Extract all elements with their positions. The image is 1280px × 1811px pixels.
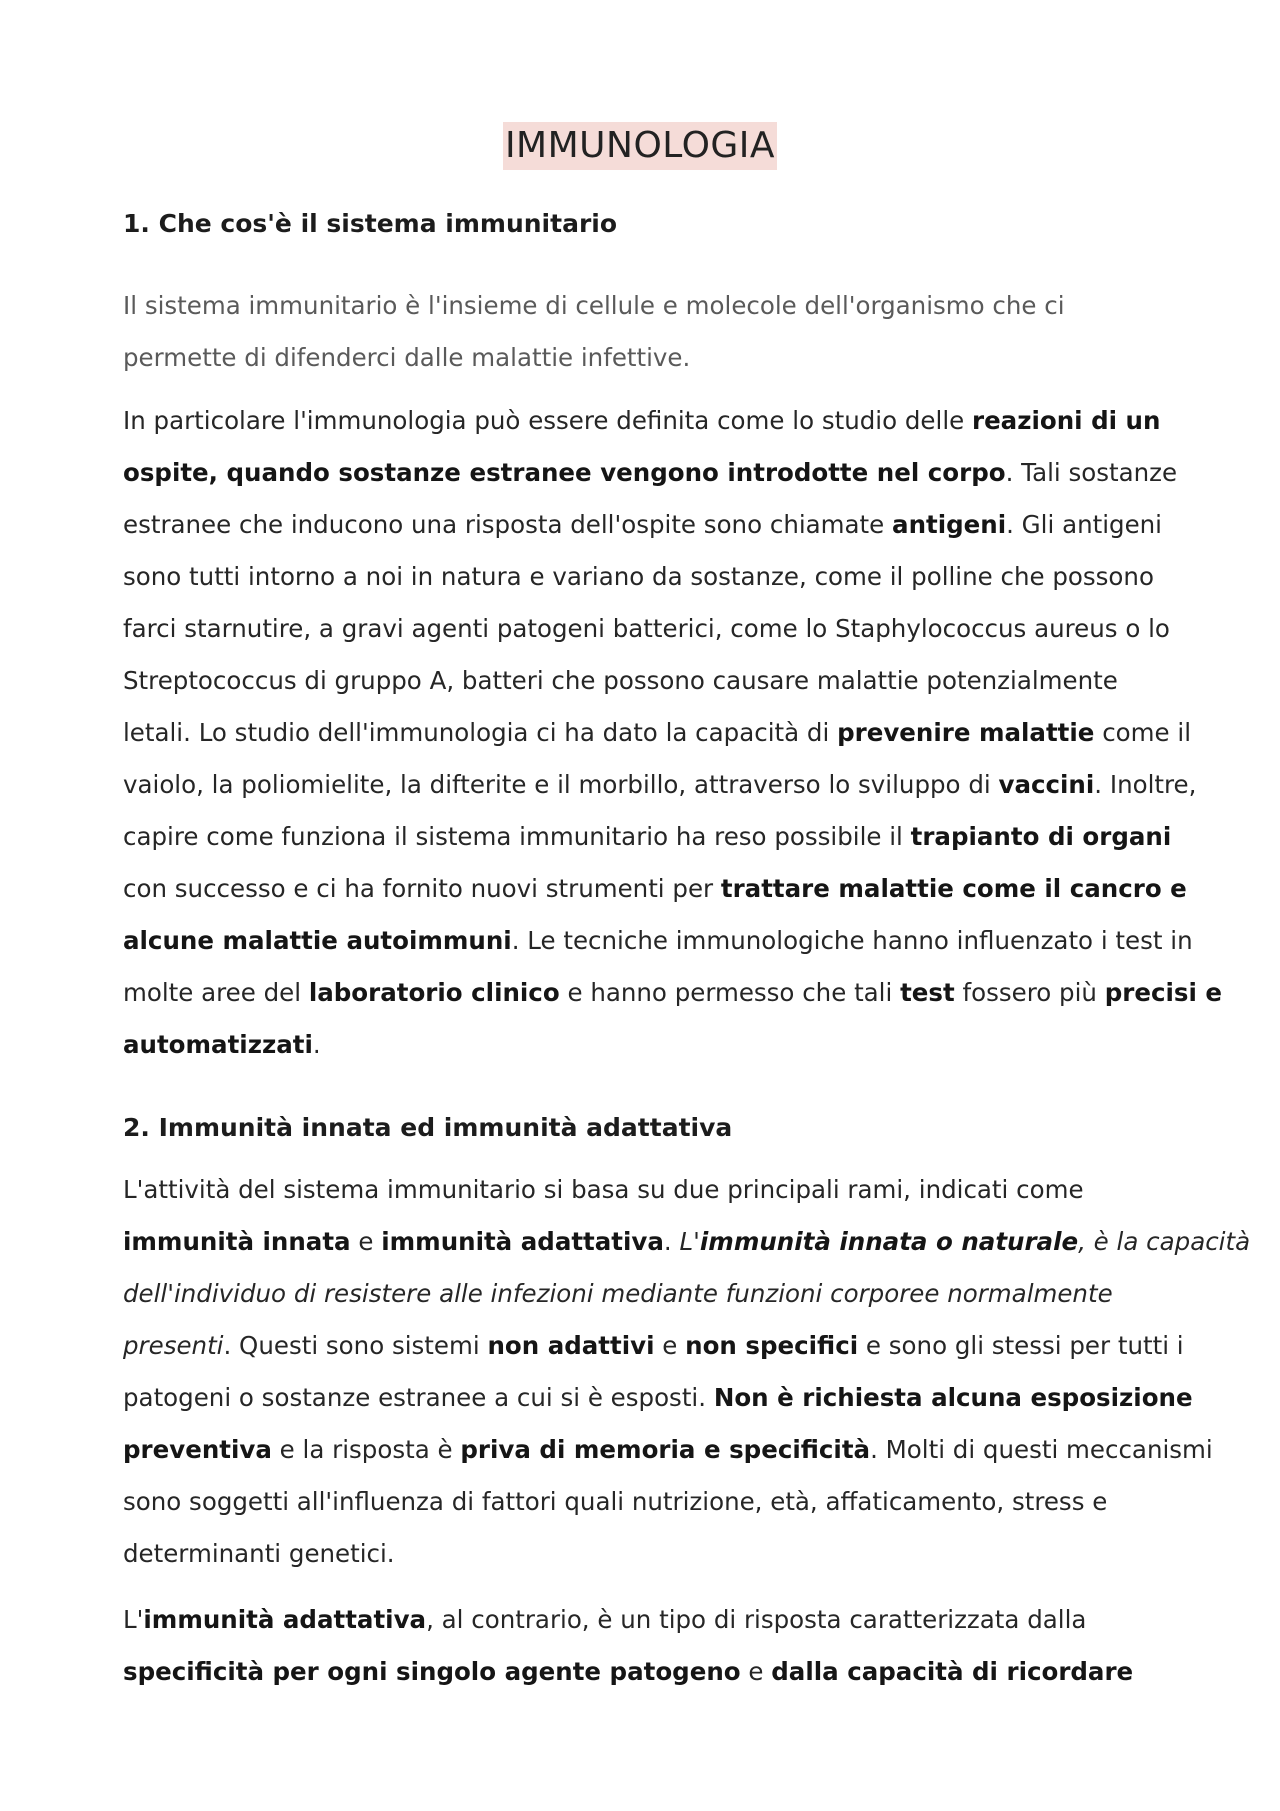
bold-span: immunità innata (123, 1227, 351, 1256)
bold-span: precisi e (1104, 978, 1223, 1007)
text-span: . Tali sostanze (1005, 458, 1178, 487)
text-span: come il (1094, 718, 1191, 747)
text-span: . Gli antigeni (1006, 510, 1162, 539)
section-2-body (123, 1164, 1251, 1580)
text-line: Streptococcus di gruppo A, batteri che possono causare malattie potenzialmente (123, 666, 1118, 695)
bold-span: non specifici (685, 1331, 859, 1360)
text-span: . Inoltre, (1094, 770, 1197, 799)
bold-span: reazioni di un (971, 406, 1161, 435)
bold-span: vaccini (998, 770, 1095, 799)
text-line (123, 915, 1193, 967)
section-1-intro (123, 280, 1173, 384)
bold-span: specificità per ogni singolo agente patogeno (123, 1657, 741, 1686)
text-span: e (654, 1331, 686, 1360)
italic-span: L' (679, 1227, 700, 1256)
text-span: e la risposta è (271, 1435, 461, 1464)
text-span: patogeni o sostanze estranee a cui si è esposti. (123, 1383, 714, 1412)
text-span: fossero più (954, 978, 1105, 1007)
bold-span: trattare malattie come il cancro e (720, 874, 1187, 903)
text-span: con successo e ci ha fornito nuovi strumenti per (123, 874, 721, 903)
bold-span: immunità adattativa (143, 1605, 427, 1634)
text-line (123, 1594, 1173, 1646)
text-span: letali. Lo studio dell'immunologia ci ha dato la capacità di (123, 718, 838, 747)
text-span: e (350, 1227, 382, 1256)
section-2 (123, 1110, 1173, 1146)
text-line: farci starnutire, a gravi agenti patogeni batterici, come lo Staphylococcus aureus o lo (123, 614, 1170, 643)
text-line (123, 1268, 1173, 1320)
intro-line: Il sistema immunitario è l'insieme di cellule e molecole dell'organismo che ci (123, 291, 1065, 320)
text-line: L'attività del sistema immunitario si basa su due principali rami, indicati come (123, 1175, 1084, 1204)
text-line (123, 1019, 1173, 1071)
text-span: vaiolo, la poliomielite, la difterite e il morbillo, attraverso lo sviluppo di (123, 770, 999, 799)
body-paragraph (123, 1594, 1173, 1698)
section-1-body (123, 395, 1223, 1071)
bold-span: immunità adattativa (381, 1227, 664, 1256)
bold-span: alcune malattie autoimmuni (123, 926, 512, 955)
text-line (123, 1372, 1193, 1424)
text-span: molte aree del (123, 978, 309, 1007)
text-line (123, 499, 1173, 551)
bold-span: antigeni (892, 510, 1007, 539)
bold-span: preventiva (123, 1435, 272, 1464)
bold-span: trapianto di organi (910, 822, 1172, 851)
text-span: e (740, 1657, 772, 1686)
text-span: . (312, 1030, 321, 1059)
bold-span: test (900, 978, 955, 1007)
bold-span: Non è richiesta alcuna esposizione (713, 1383, 1193, 1412)
text-span: . Questi sono sistemi (223, 1331, 488, 1360)
text-line (123, 863, 1187, 915)
text-line (123, 1320, 1184, 1372)
text-span: . (663, 1227, 680, 1256)
bold-span: priva di memoria e specificità (460, 1435, 871, 1464)
section-2-heading: 2. Immunità innata ed immunità adattativa (123, 1113, 733, 1142)
bold-span: ospite, quando sostanze estranee vengono introdotte nel corpo (123, 458, 1006, 487)
section-1 (123, 206, 1173, 242)
text-line (123, 1216, 1251, 1268)
text-span: . Molti di questi meccanismi (870, 1435, 1213, 1464)
text-line (123, 447, 1178, 499)
text-span: e hanno permesso che tali (559, 978, 901, 1007)
bold-span: laboratorio clinico (308, 978, 560, 1007)
text-line (123, 811, 1173, 863)
text-line (123, 759, 1197, 811)
bold-italic-span: immunità innata o naturale (699, 1227, 1079, 1256)
italic-span: presenti (123, 1331, 224, 1360)
text-span: . Le tecniche immunologiche hanno influenzato i test in (511, 926, 1193, 955)
bold-span: dalla capacità di ricordare (771, 1657, 1134, 1686)
text-span: capire come funziona il sistema immunitario ha reso possibile il (123, 822, 911, 851)
title-wrap (0, 122, 1280, 170)
bold-span: automatizzati (123, 1030, 313, 1059)
bold-span: non adattivi (487, 1331, 655, 1360)
section-1-heading: 1. Che cos'è il sistema immunitario (123, 209, 618, 238)
text-span: estranee che inducono una risposta dell'ospite sono chiamate (123, 510, 893, 539)
intro-line: permette di difenderci dalle malattie infettive. (123, 343, 691, 372)
italic-span: , è la capacità (1078, 1227, 1251, 1256)
text-span: L' (123, 1605, 144, 1634)
text-line: determinanti genetici. (123, 1539, 395, 1568)
text-line (123, 395, 1173, 447)
bold-span: prevenire malattie (837, 718, 1095, 747)
body-paragraph (123, 395, 1223, 1071)
text-line (123, 707, 1191, 759)
text-line (123, 967, 1223, 1019)
page-title: IMMUNOLOGIA (503, 122, 777, 170)
italic-span: dell'individuo di resistere alle infezioni mediante funzioni corporee normalmente (123, 1279, 1113, 1308)
text-span: , al contrario, è un tipo di risposta caratterizzata dalla (426, 1605, 1087, 1634)
text-line: sono tutti intorno a noi in natura e variano da sostanze, come il polline che possono (123, 562, 1154, 591)
text-span: e sono gli stessi per tutti i (858, 1331, 1184, 1360)
text-line: sono soggetti all'influenza di fattori quali nutrizione, età, affaticamento, stress e (123, 1487, 1108, 1516)
body-paragraph (123, 1164, 1251, 1580)
section-2-body-2 (123, 1594, 1173, 1698)
text-line (123, 1424, 1213, 1476)
intro-paragraph (123, 280, 1173, 384)
text-line (123, 1646, 1173, 1698)
text-span: In particolare l'immunologia può essere definita come lo studio delle (123, 406, 972, 435)
